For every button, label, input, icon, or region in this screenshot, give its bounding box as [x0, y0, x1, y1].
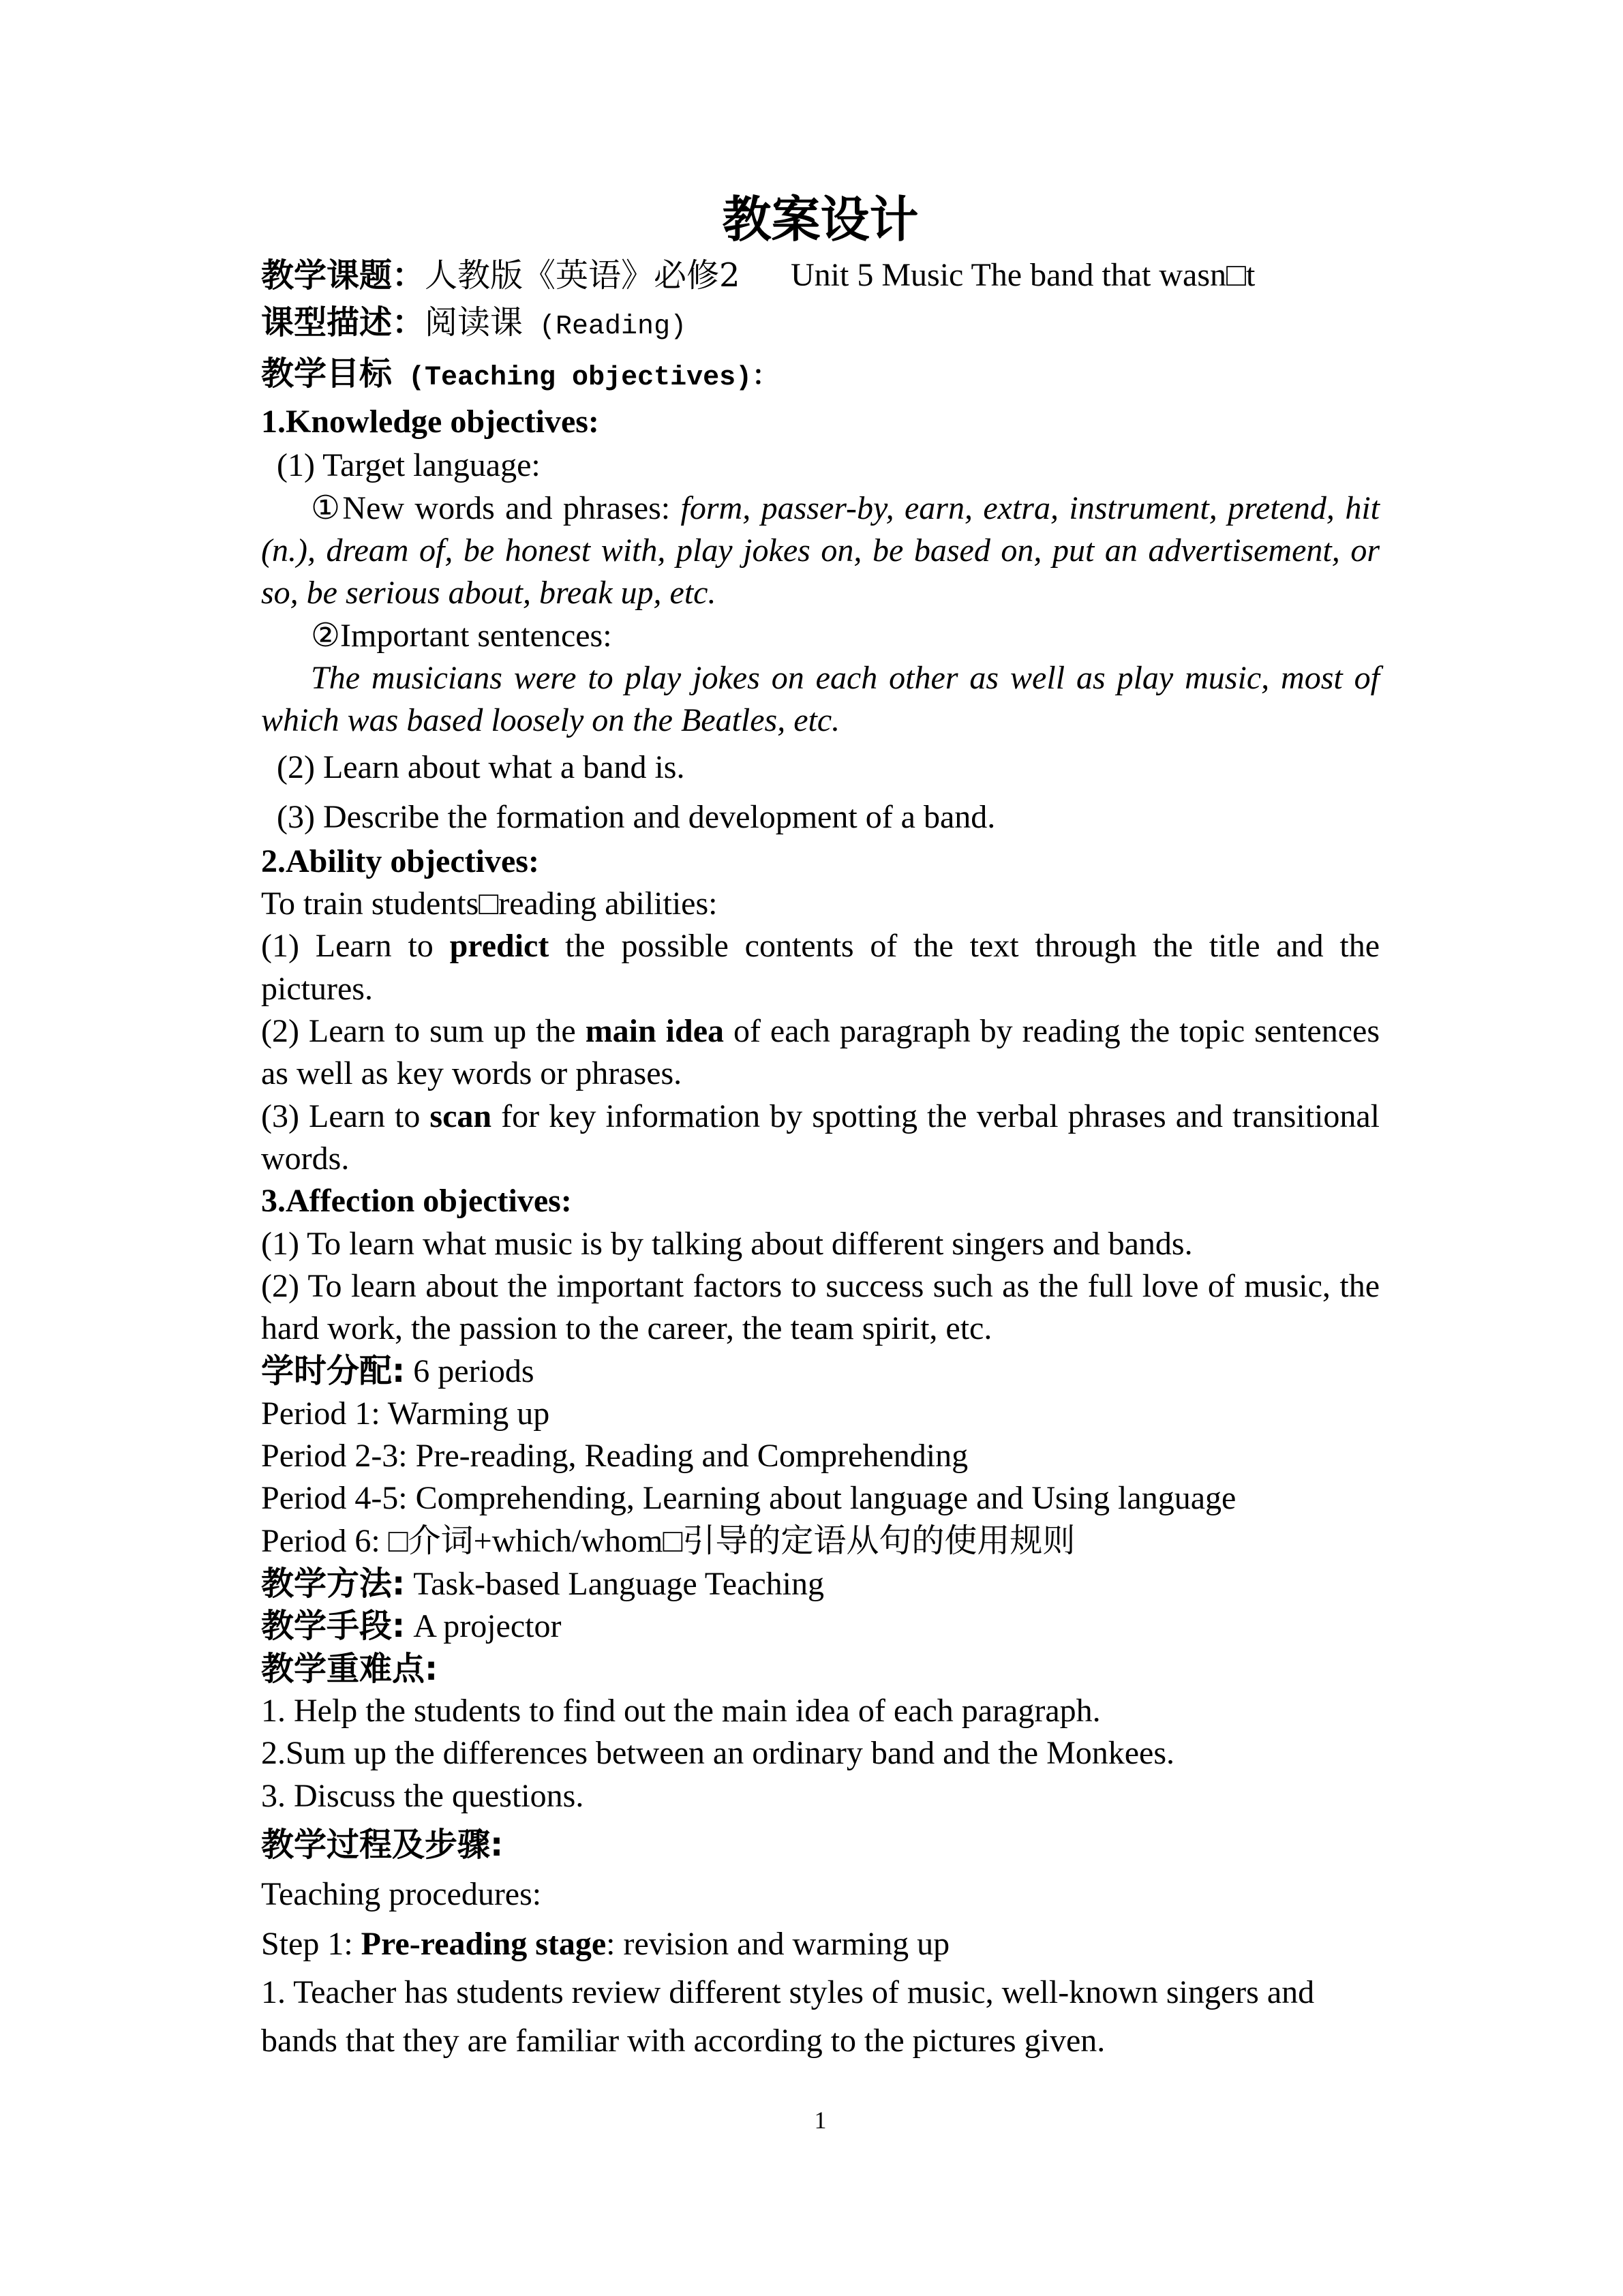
method-row: [261, 1562, 824, 1605]
procedure-line: 1. Teacher has students review different styles of music, well-known singers and: [261, 1974, 1315, 2010]
topic-row: [261, 254, 740, 297]
step-1-post: : revision and warming up: [606, 1926, 950, 1962]
ability-item-1: [261, 925, 1380, 967]
topic-value-en: Unit 5 Music The band that wasn□t: [791, 257, 1256, 293]
procedure-step-1: [261, 1923, 950, 1965]
key-points-label: 教学重难点:: [261, 1650, 438, 1688]
affection-heading: 3.Affection objectives:: [261, 1183, 572, 1219]
topic-label: 教学课题：: [261, 256, 425, 294]
schedule-row: [261, 1350, 534, 1392]
knowledge-item-3: (3) Describe the formation and development of a band.: [277, 799, 996, 835]
knowledge-heading: 1.Knowledge objectives:: [261, 404, 599, 440]
objectives-heading-cn: 教学目标: [261, 354, 393, 393]
method-value: Task-based Language Teaching: [405, 1566, 825, 1602]
objectives-heading: [261, 352, 779, 395]
period-item: Period 2-3: Pre-reading, Reading and Comprehending: [261, 1438, 969, 1474]
important-sentences-line-2: which was based loosely on the Beatles, etc.: [261, 702, 840, 738]
important-sentences-label: ②Important sentences:: [311, 618, 612, 654]
lesson-type-value-en: (Reading): [523, 312, 687, 342]
ability-heading: 2.Ability objectives:: [261, 843, 539, 879]
procedure-intro: Teaching procedures:: [261, 1876, 542, 1912]
ability-item-2-bold: main idea: [585, 1013, 725, 1049]
procedure-label: 教学过程及步骤:: [261, 1826, 504, 1864]
lesson-type-value-cn: 阅读课: [425, 303, 524, 342]
schedule-value: 6 periods: [405, 1353, 534, 1389]
ability-intro: To train students□reading abilities:: [261, 886, 718, 922]
schedule-label: 学时分配:: [261, 1352, 406, 1390]
ability-item-2: [261, 1010, 1380, 1053]
ability-item-1-pre: (1) Learn to: [261, 928, 450, 964]
topic-value-cn: 人教版《英语》必修2: [425, 256, 740, 294]
period-item: Period 1: Warming up: [261, 1395, 550, 1432]
target-language-label: (1) Target language:: [277, 447, 541, 483]
objectives-heading-en: (Teaching objectives)：: [392, 363, 780, 393]
period-6-value: □介词+which/whom□引导的定语从句的使用规则: [388, 1523, 1076, 1559]
method-label: 教学方法:: [261, 1565, 406, 1603]
means-row: [261, 1605, 561, 1647]
procedure-line: bands that they are familiar with according to the pictures given.: [261, 2023, 1106, 2059]
knowledge-item-2: (2) Learn about what a band is.: [277, 749, 685, 785]
period-item: Period 4-5: Comprehending, Learning about language and Using language: [261, 1480, 1237, 1516]
ability-item-3-post: for key information by spotting the verbal phrases and transitional: [491, 1098, 1380, 1134]
key-point-item: 2.Sum up the differences between an ordinary band and the Monkees.: [261, 1735, 1175, 1771]
ability-item-2-post: of each paragraph by reading the topic sentences: [724, 1013, 1380, 1049]
period-item-6: [261, 1520, 1075, 1562]
document-title: 教案设计: [722, 191, 919, 248]
new-words-line-2: (n.), dream of, be honest with, play jokes on, be based on, put an advertisement, or: [261, 532, 1380, 569]
new-words-text: form, passer-by, earn, extra, instrument, pretend, hit: [680, 490, 1380, 526]
new-words-line-3: so, be serious about, break up, etc.: [261, 575, 716, 611]
step-1-bold: Pre-reading stage: [361, 1926, 607, 1962]
new-words-label: ①New words and phrases:: [311, 490, 681, 526]
ability-item-3: [261, 1096, 1380, 1138]
affection-item-2-cont: hard work, the passion to the career, the team spirit, etc.: [261, 1310, 992, 1346]
ability-item-2-cont: as well as key words or phrases.: [261, 1055, 682, 1091]
means-label: 教学手段:: [261, 1607, 406, 1645]
ability-item-2-pre: (2) Learn to sum up the: [261, 1013, 586, 1049]
affection-item-2: (2) To learn about the important factors to success such as the full love of music, the: [261, 1268, 1380, 1304]
lesson-type-row: [261, 301, 686, 344]
ability-item-1-bold: predict: [449, 928, 549, 964]
ability-item-1-post: the possible contents of the text through the title and the: [549, 928, 1380, 964]
new-words-line-1: [311, 487, 1380, 530]
period-6-label: Period 6:: [261, 1523, 389, 1559]
ability-item-1-cont: pictures.: [261, 971, 373, 1007]
key-point-item: 3. Discuss the questions.: [261, 1778, 584, 1814]
page-number: 1: [814, 2106, 827, 2134]
key-point-item: 1. Help the students to find out the main idea of each paragraph.: [261, 1693, 1101, 1729]
step-1-pre: Step 1:: [261, 1926, 361, 1962]
important-sentences-line-1: The musicians were to play jokes on each other as well as play music, most of: [311, 660, 1380, 696]
ability-item-3-cont: words.: [261, 1141, 350, 1177]
ability-item-3-bold: scan: [429, 1098, 492, 1134]
affection-item-1: (1) To learn what music is by talking about different singers and bands.: [261, 1226, 1193, 1262]
means-value: A projector: [405, 1608, 562, 1644]
ability-item-3-pre: (3) Learn to: [261, 1098, 430, 1134]
lesson-type-label: 课型描述：: [261, 303, 425, 342]
